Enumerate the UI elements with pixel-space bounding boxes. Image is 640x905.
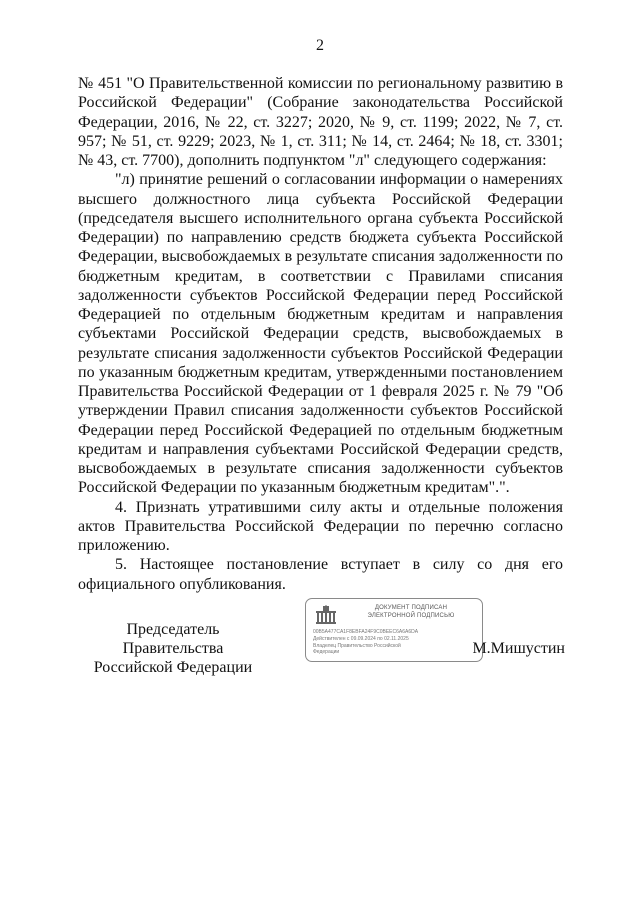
- signer-title-line-1: Председатель Правительства: [122, 621, 224, 657]
- stamp-owner-line-1: Владелец Правительство Российской: [313, 643, 401, 649]
- paragraph-item-4: 4. Признать утратившими силу акты и отдельные положения актов Правительства Российской Федерации по перечню согласно приложению.: [78, 498, 563, 554]
- state-emblem-icon: [314, 605, 338, 625]
- stamp-certificate: 00B5A477CA1F8EBFA24F9C0BEEC6A6A6DA: [313, 629, 419, 635]
- paragraph-item-5: 5. Настоящее постановление вступает в силу со дня его официального опубликования.: [78, 556, 563, 593]
- signer-title-line-2: Российской Федерации: [93, 659, 253, 676]
- signer-title: [78, 620, 268, 677]
- stamp-heading: [344, 605, 478, 620]
- paragraph-amendment-tail: № 451 "О Правительственной комиссии по региональному развитию в Российской Федерации" (Собрание законодательства Российской Федерации, 2016, № 22, ст. 3227; 2020, № 9, ст. 1199; 2022, № 7, ст. 957; № 51, ст. 9229; 2023, № 1, ст. 311; № 14, ст. 2464; № 18, ст. 3301; № 43, ст. 7700), дополнить подпунктом "л" следующего содержания:: [78, 75, 563, 169]
- stamp-validity: Действителен с 09.09.2024 по 02.11.2025: [313, 636, 409, 642]
- stamp-heading-line-1: ДОКУМЕНТ ПОДПИСАН: [374, 605, 448, 611]
- paragraph-subitem-l: "л) принятие решений о согласовании информации о намерениях высшего должностного лица субъекта Российской Федерации (председателя высшего исполнительного органа субъекта Российской Федерации) по направлению средств бюджета субъекта Российской Федерации, высвобождаемых в результате списания задолженности по бюджетным кредитам, в соответствии с Правилами списания задолженности субъектов Российской Федерации перед Российской Федерацией по отдельным бюджетным кредитам и направления субъектами Российской Федерации средств, высвобождаемых в результате списания задолженности субъектов Российской Федерации по указанным бюджетным кредитам, утвержденными постановлением Правительства Российской Федерации от 1 февраля 2025 г. № 79 "Об утверждении Правил списания задолженности субъектов Российской Федерации перед Российской Федерацией по отдельным бюджетным кредитам и направления субъектами Российской Федерации средств, высвобождаемых в результате списания задолженности субъектов Российской Федерации по указанным бюджетным кредитам".".: [78, 171, 563, 497]
- stamp-heading-line-2: ЭЛЕКТРОННОЙ ПОДПИСЬЮ: [367, 612, 455, 619]
- page-number: 2: [316, 37, 324, 54]
- electronic-signature-stamp: [305, 598, 483, 662]
- document-body: [78, 74, 563, 594]
- signer-name: М.Мишустин: [472, 640, 565, 657]
- signature-block: [78, 598, 565, 676]
- stamp-owner-line-2: Федерации: [313, 649, 340, 655]
